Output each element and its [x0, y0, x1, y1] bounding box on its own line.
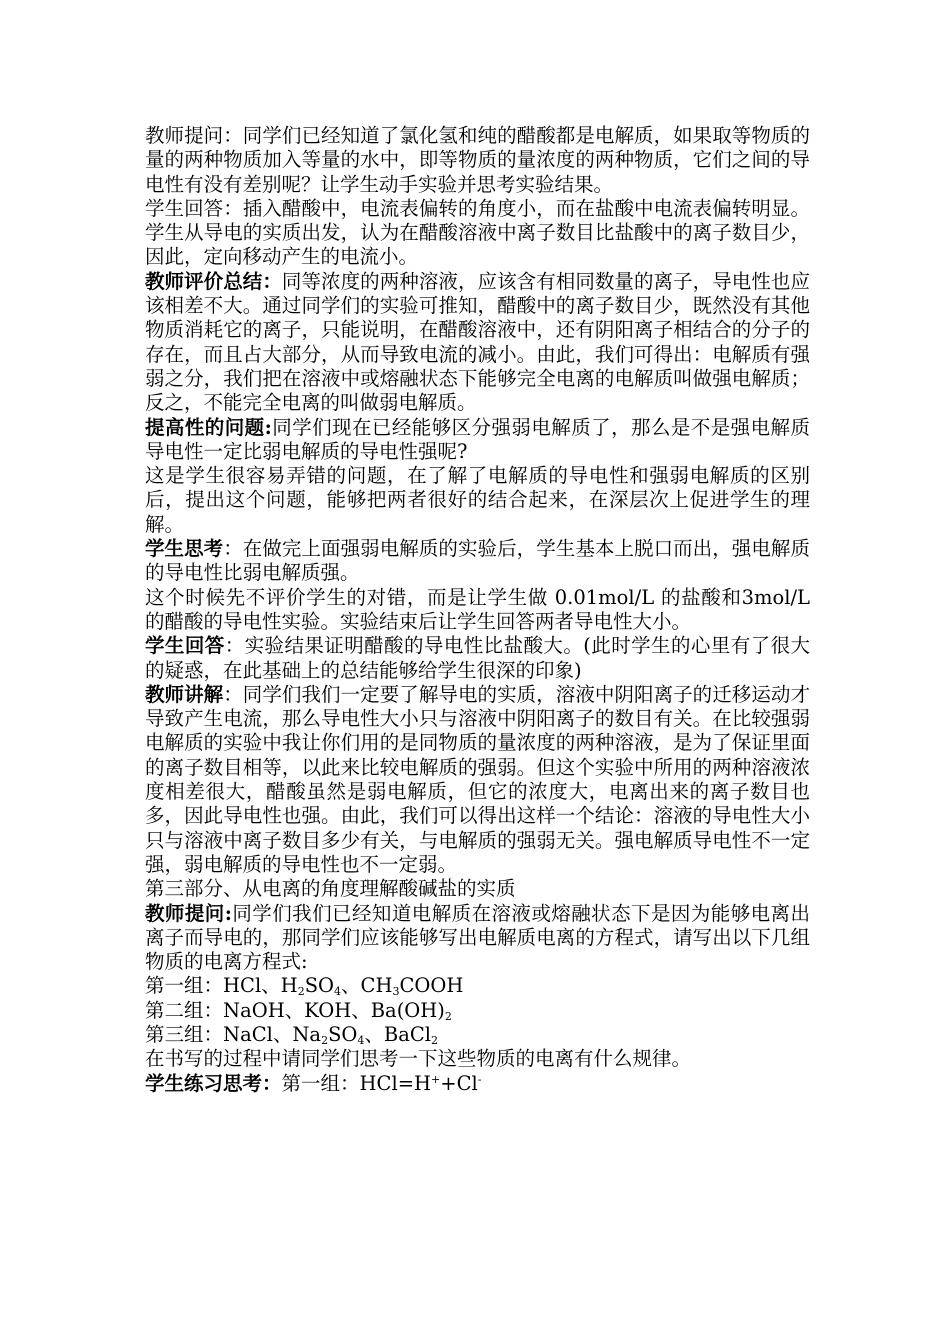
- formula-text: HCl=H: [359, 1071, 432, 1095]
- paragraph-note: [145, 464, 810, 537]
- formula-text: 、CH: [341, 974, 393, 998]
- paragraph-teacher-summary: [145, 270, 810, 416]
- formula-superscript: -: [477, 1072, 482, 1086]
- group-label: 第三组：: [145, 1022, 224, 1046]
- formula-subscript: 3: [392, 985, 400, 999]
- group-label: 第一组：: [281, 1071, 360, 1095]
- paragraph-label: 教师提问:: [145, 901, 232, 925]
- paragraph-advanced-question: [145, 416, 810, 465]
- paragraph-teacher-question: [145, 124, 810, 197]
- paragraph-text: ：实验结果证明醋酸的导电性比盐酸大。(此时学生的心里有了很大的疑惑，在此基础上的总结能够给学生很深的印象): [145, 634, 810, 682]
- paragraph-label: 提高性的问题:: [145, 415, 272, 439]
- paragraph-text: 这是学生很容易弄错的问题，在了解了电解质的导电性和强弱电解质的区别后，提出这个问题，能够把两者很好的结合起来，在深层次上促进学生的理解。: [145, 464, 810, 536]
- paragraph-label: 学生练习思考：: [145, 1071, 282, 1095]
- formula-text: NaCl、Na: [223, 1022, 322, 1046]
- paragraph-teacher-explanation: [145, 683, 810, 877]
- formula-subscript: 2: [321, 1033, 329, 1047]
- paragraph-student-thinking: [145, 537, 810, 586]
- section-heading: [145, 877, 810, 901]
- group-one-line: [145, 974, 810, 998]
- paragraph-text: 第三部分、从电离的角度理解酸碱盐的实质: [145, 877, 516, 901]
- formula-text: SO: [304, 974, 335, 998]
- paragraph-text: ：同学们我们一定要了解导电的实质，溶液中阴阳离子的迁移运动才导致产生电流，那么导电性大小只与溶液中阴阳离子的数目有关。在比较强弱电解质的实验中我让你们用的是同物质的量浓度的两种溶液，是为了保证里面的离子数目相等，以此来比较电解质的强弱。但这个实验中所用的两种溶液浓度相差很大，醋酸虽然是弱电解质，但它的浓度大，电离出来的离子数目也多，因此导电性也强。由此，我们可以得出这样一个结论：溶液的导电性大小只与溶液中离子数目多少有关，与电解质的强弱无关。强电解质导电性不一定强，弱电解质的导电性也不一定弱。: [145, 682, 810, 876]
- group-label: 第一组：: [145, 974, 224, 998]
- paragraph-label: 教师讲解: [145, 682, 224, 706]
- formula-subscript: 4: [334, 985, 342, 999]
- formula-text: +Cl: [440, 1071, 478, 1095]
- paragraph-text: 同等浓度的两种溶液，应该含有相同数量的离子，导电性也应该相差不大。通过同学们的实验可推知，醋酸中的离子数目少，既然没有其他物质消耗它的离子，只能说明，在醋酸溶液中，还有阴阳离子相结合的分子的存在，而且占大部分，从而导致电流的减小。由此，我们可得出：电解质有强弱之分，我们把在溶液中或熔融状态下能够完全电离的电解质叫做强电解质；反之，不能完全电离的叫做弱电解质。: [145, 269, 810, 415]
- paragraph-text: ：在做完上面强弱电解质的实验后，学生基本上脱口而出，强电解质的导电性比弱电解质强。: [145, 537, 810, 585]
- formula-subscript: 2: [444, 1009, 452, 1023]
- formula-superscript: +: [431, 1072, 441, 1086]
- group-two-line: [145, 999, 810, 1023]
- paragraph-student-practice: [145, 1072, 810, 1096]
- paragraph-label: 教师评价总结：: [145, 269, 282, 293]
- paragraph-text: 在书写的过程中请同学们思考一下这些物质的电离有什么规律。: [145, 1047, 692, 1071]
- paragraph-student-answer: [145, 197, 810, 270]
- formula-subscript: 4: [357, 1033, 365, 1047]
- document-body: [145, 124, 810, 1096]
- paragraph-label: 学生回答: [145, 634, 225, 658]
- paragraph-text: 教师提问：同学们已经知道了氯化氢和纯的醋酸都是电解质，如果取等物质的量的两种物质加入等量的水中，即等物质的量浓度的两种物质，它们之间的导电性有没有差别呢？让学生动手实验并思考实验结果。: [145, 124, 810, 196]
- paragraph-teacher-question-2: [145, 902, 810, 975]
- paragraph-label: 学生思考: [145, 537, 224, 561]
- formula-text: HCl、H: [223, 974, 298, 998]
- formula-text: NaOH、KOH、Ba(OH): [223, 998, 445, 1022]
- group-label: 第二组：: [145, 998, 224, 1022]
- formula-subscript: 2: [431, 1033, 439, 1047]
- formula-text: SO: [328, 1022, 358, 1046]
- group-three-line: [145, 1023, 810, 1047]
- paragraph-text: 同学们我们已经知道电解质在溶液或熔融状态下是因为能够电离出离子而导电的，那同学们应该能够写出电解质电离的方程式，请写出以下几组物质的电离方程式:: [145, 901, 810, 974]
- paragraph-experiment: [145, 586, 810, 635]
- formula-text: 、BaCl: [364, 1022, 432, 1046]
- formula-text: COOH: [399, 974, 464, 998]
- paragraph-instruction: [145, 1047, 810, 1071]
- paragraph-text: 这个时候先不评价学生的对错，而是让学生做 0.01mol/L 的盐酸和3mol/L 的醋酸的导电性实验。实验结束后让学生回答两者导电性大小。: [145, 585, 810, 633]
- paragraph-text: 学生回答：插入醋酸中，电流表偏转的角度小，而在盐酸中电流表偏转明显。学生从导电的实质出发，认为在醋酸溶液中离子数目比盐酸中的离子数目少，因此，定向移动产生的电流小。: [145, 196, 810, 269]
- formula-subscript: 2: [297, 985, 305, 999]
- paragraph-student-answer-2: [145, 634, 810, 683]
- paragraph-text: 同学们现在已经能够区分强弱电解质了，那么是不是强电解质导电性一定比弱电解质的导电性强呢?: [145, 415, 810, 463]
